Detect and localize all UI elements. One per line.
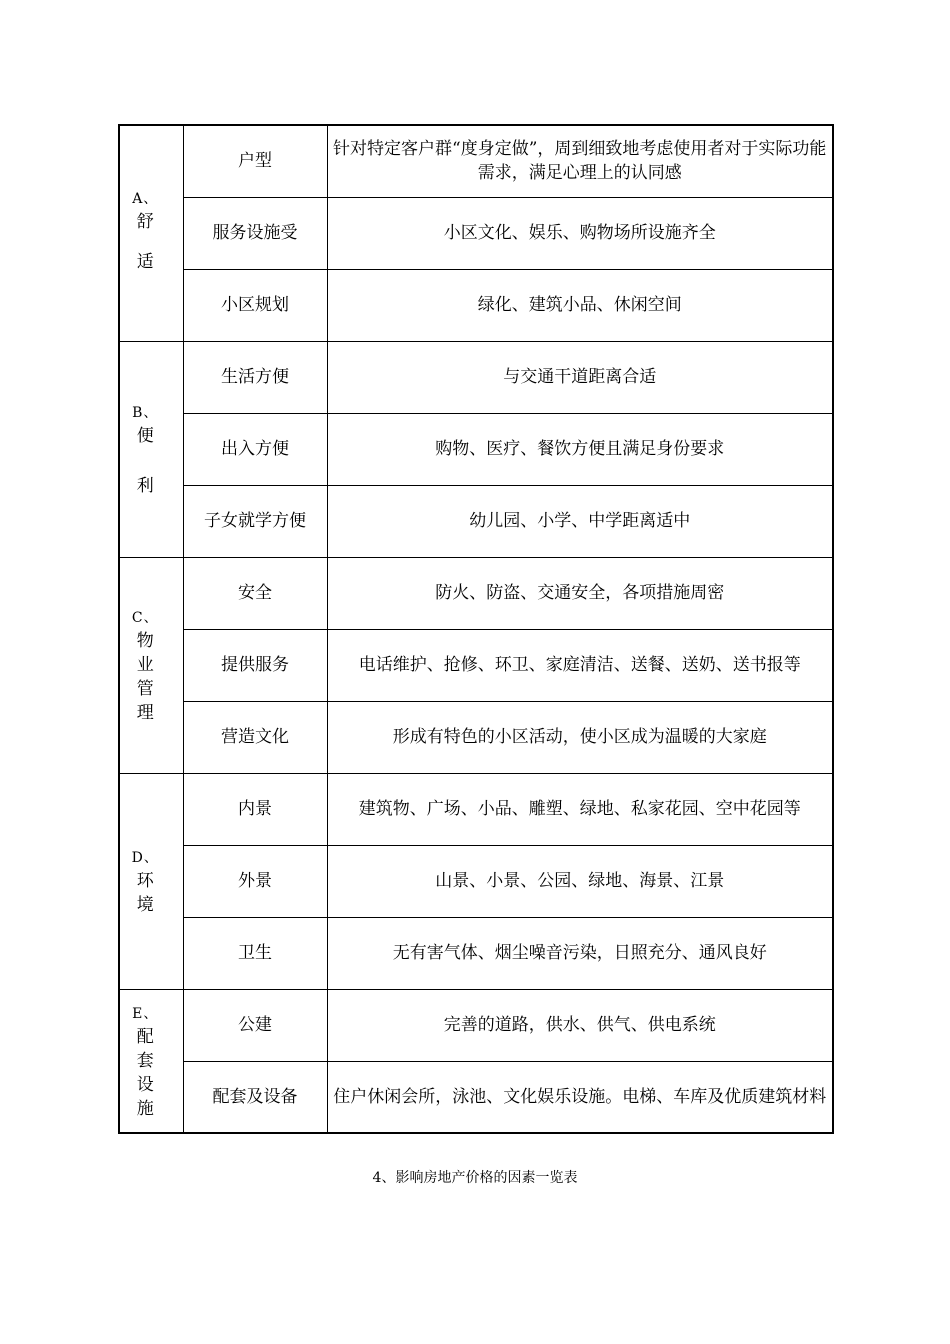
factor-cell: 公建 [183,989,327,1061]
description-text: 针对特定客户群“度身定做”，周到细致地考虑使用者对于实际功能需求，满足心理上的认同感 [333,139,827,184]
description-text: 住户休闲会所，泳池、文化娱乐设施。电梯、车库及优质建筑材料 [333,1086,827,1107]
category-char: 管 [136,679,154,699]
table-row [119,557,833,629]
factor-cell: 营造文化 [183,701,327,773]
description-cell [327,773,833,845]
description-text: 小区文化、娱乐、购物场所设施齐全 [443,223,716,243]
description-cell [327,701,833,773]
category-cell-b [119,341,183,557]
table-row [119,629,833,701]
description-cell [327,197,833,269]
category-cell-c [119,557,183,773]
table-row [119,341,833,413]
description-cell [327,557,833,629]
factor-cell: 生活方便 [183,341,327,413]
description-text: 形成有特色的小区活动，使小区成为温暖的大家庭 [392,727,767,747]
category-letter: E、 [132,1005,159,1022]
category-letter: C、 [131,610,159,626]
category-char: 物 [136,631,154,651]
category-label [137,869,154,917]
category-cell-a [119,125,183,341]
description-text: 幼儿园、小学、中学距离适中 [469,511,691,531]
description-text: 完善的道路，供水、供气、供电系统 [443,1015,716,1035]
category-char: 境 [136,895,154,915]
description-cell [327,1061,833,1133]
table-row [119,485,833,557]
factor-cell: 内景 [183,773,327,845]
factor-cell: 小区规划 [183,269,327,341]
category-char: 配 [136,1026,154,1047]
description-cell [327,917,833,989]
factor-cell: 卫生 [183,917,327,989]
description-cell [327,413,833,485]
factor-cell: 安全 [183,557,327,629]
description-text: 绿化、建筑小品、休闲空间 [477,295,682,315]
factor-cell: 出入方便 [183,413,327,485]
description-text: 与交通干道距离合适 [503,367,657,387]
category-char: 套 [136,1050,154,1071]
category-cell-d [119,773,183,989]
table-row [119,917,833,989]
category-char: 便 [136,426,154,446]
table-row [119,1061,833,1133]
category-label [137,629,154,725]
table-row [119,413,833,485]
description-text: 购物、医疗、餐饮方便且满足身份要求 [435,439,725,459]
description-text: 电话维护、抢修、环卫、家庭清洁、送餐、送奶、送书报等 [358,655,801,675]
table-row [119,989,833,1061]
factors-table [118,124,834,1134]
description-cell [327,485,833,557]
table-row [119,197,833,269]
description-cell [327,989,833,1061]
description-text: 建筑物、广场、小品、雕塑、绿地、私家花园、空中花园等 [358,799,801,819]
table-row [119,269,833,341]
category-char: 设 [136,1074,154,1095]
table-row [119,773,833,845]
factor-cell: 子女就学方便 [183,485,327,557]
factor-cell: 提供服务 [183,629,327,701]
factor-cell: 服务设施受 [183,197,327,269]
category-char: 理 [136,703,154,723]
factor-cell: 户型 [183,125,327,197]
description-text: 山景、小景、公园、绿地、海景、江景 [435,871,725,891]
category-label [137,1025,154,1121]
category-letter: A、 [132,191,159,208]
description-cell [327,125,833,197]
factor-cell: 外景 [183,845,327,917]
description-cell [327,629,833,701]
category-char: 业 [136,655,154,675]
category-letter: B、 [132,405,159,421]
category-label [137,424,154,498]
category-char: 适 [136,252,154,273]
category-char: 利 [136,476,154,496]
table-row [119,125,833,197]
category-label [137,210,154,280]
factor-cell: 配套及设备 [183,1061,327,1133]
category-letter: D、 [131,850,159,866]
description-text: 无有害气体、烟尘噪音污染，日照充分、通风良好 [392,943,767,963]
category-char: 舒 [136,212,154,233]
description-cell [327,269,833,341]
description-cell [327,341,833,413]
table-row [119,845,833,917]
category-char: 环 [136,871,154,891]
category-char: 施 [136,1098,154,1119]
category-cell-e [119,989,183,1133]
table-row [119,701,833,773]
description-text: 防火、防盗、交通安全，各项措施周密 [435,583,725,603]
description-cell [327,845,833,917]
table-caption: 4、影响房地产价格的因素一览表 [372,1170,578,1186]
